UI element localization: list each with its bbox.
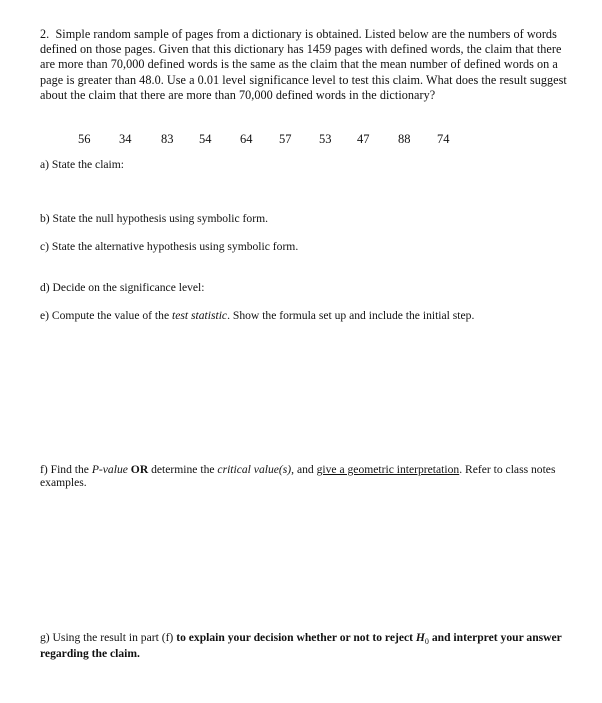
question-g	[40, 630, 570, 661]
question-f-critical: critical value(s)	[217, 463, 292, 476]
question-e-italic: test statistic	[172, 309, 228, 322]
data-value: 34	[119, 132, 132, 146]
question-c: c) State the alternative hypothesis using symbolic form.	[40, 240, 299, 253]
problem-statement	[40, 27, 570, 103]
problem-number: 2.	[40, 27, 50, 41]
data-value: 56	[78, 132, 91, 146]
question-b: b) State the null hypothesis using symbolic form.	[40, 212, 268, 225]
question-f-pvalue: P-value	[91, 463, 128, 476]
question-f-geometric: give a geometric interpretation	[316, 463, 460, 476]
question-g-bold2: and interpret your answer regarding the claim.	[40, 631, 562, 660]
problem-text: Simple random sample of pages from a dictionary is obtained. Listed below are the numbers of words defined on those pages. Given that this dictionary has 1459 pages with defined words, the claim that there are more than 70,000 defined words is the same as the claim that the mean number of defined words on a page is greater than 48.0. Use a 0.01 level significance level to test this claim. What does the result suggest about the claim that there are more than 70,000 defined words in the dictionary?	[40, 27, 567, 102]
data-value: 88	[398, 132, 411, 146]
question-g-prefix: g) Using the result in part (f)	[40, 631, 177, 644]
question-f-or: OR	[127, 463, 152, 476]
question-a: a) State the claim:	[40, 158, 125, 171]
question-f-prefix: f) Find the	[40, 463, 92, 476]
question-g-sub: 0	[424, 637, 429, 646]
data-value: 47	[357, 132, 370, 146]
question-f-mid: determine the	[151, 463, 218, 476]
question-f	[40, 463, 570, 489]
question-f-and: , and	[291, 463, 317, 476]
data-value: 53	[319, 132, 332, 146]
question-g-bold1: to explain your decision whether or not to reject	[176, 631, 416, 644]
question-e	[40, 309, 474, 322]
question-g-h: H	[415, 631, 425, 644]
data-value: 57	[279, 132, 292, 146]
question-e-suffix: . Show the formula set up and include the initial step.	[227, 309, 475, 322]
data-value: 64	[240, 132, 253, 146]
question-d: d) Decide on the significance level:	[40, 281, 205, 294]
data-value: 83	[161, 132, 174, 146]
data-value: 54	[199, 132, 212, 146]
question-e-prefix: e) Compute the value of the	[40, 309, 172, 322]
question-f-suffix: . Refer to class notes examples.	[40, 463, 556, 490]
data-value: 74	[437, 132, 450, 146]
